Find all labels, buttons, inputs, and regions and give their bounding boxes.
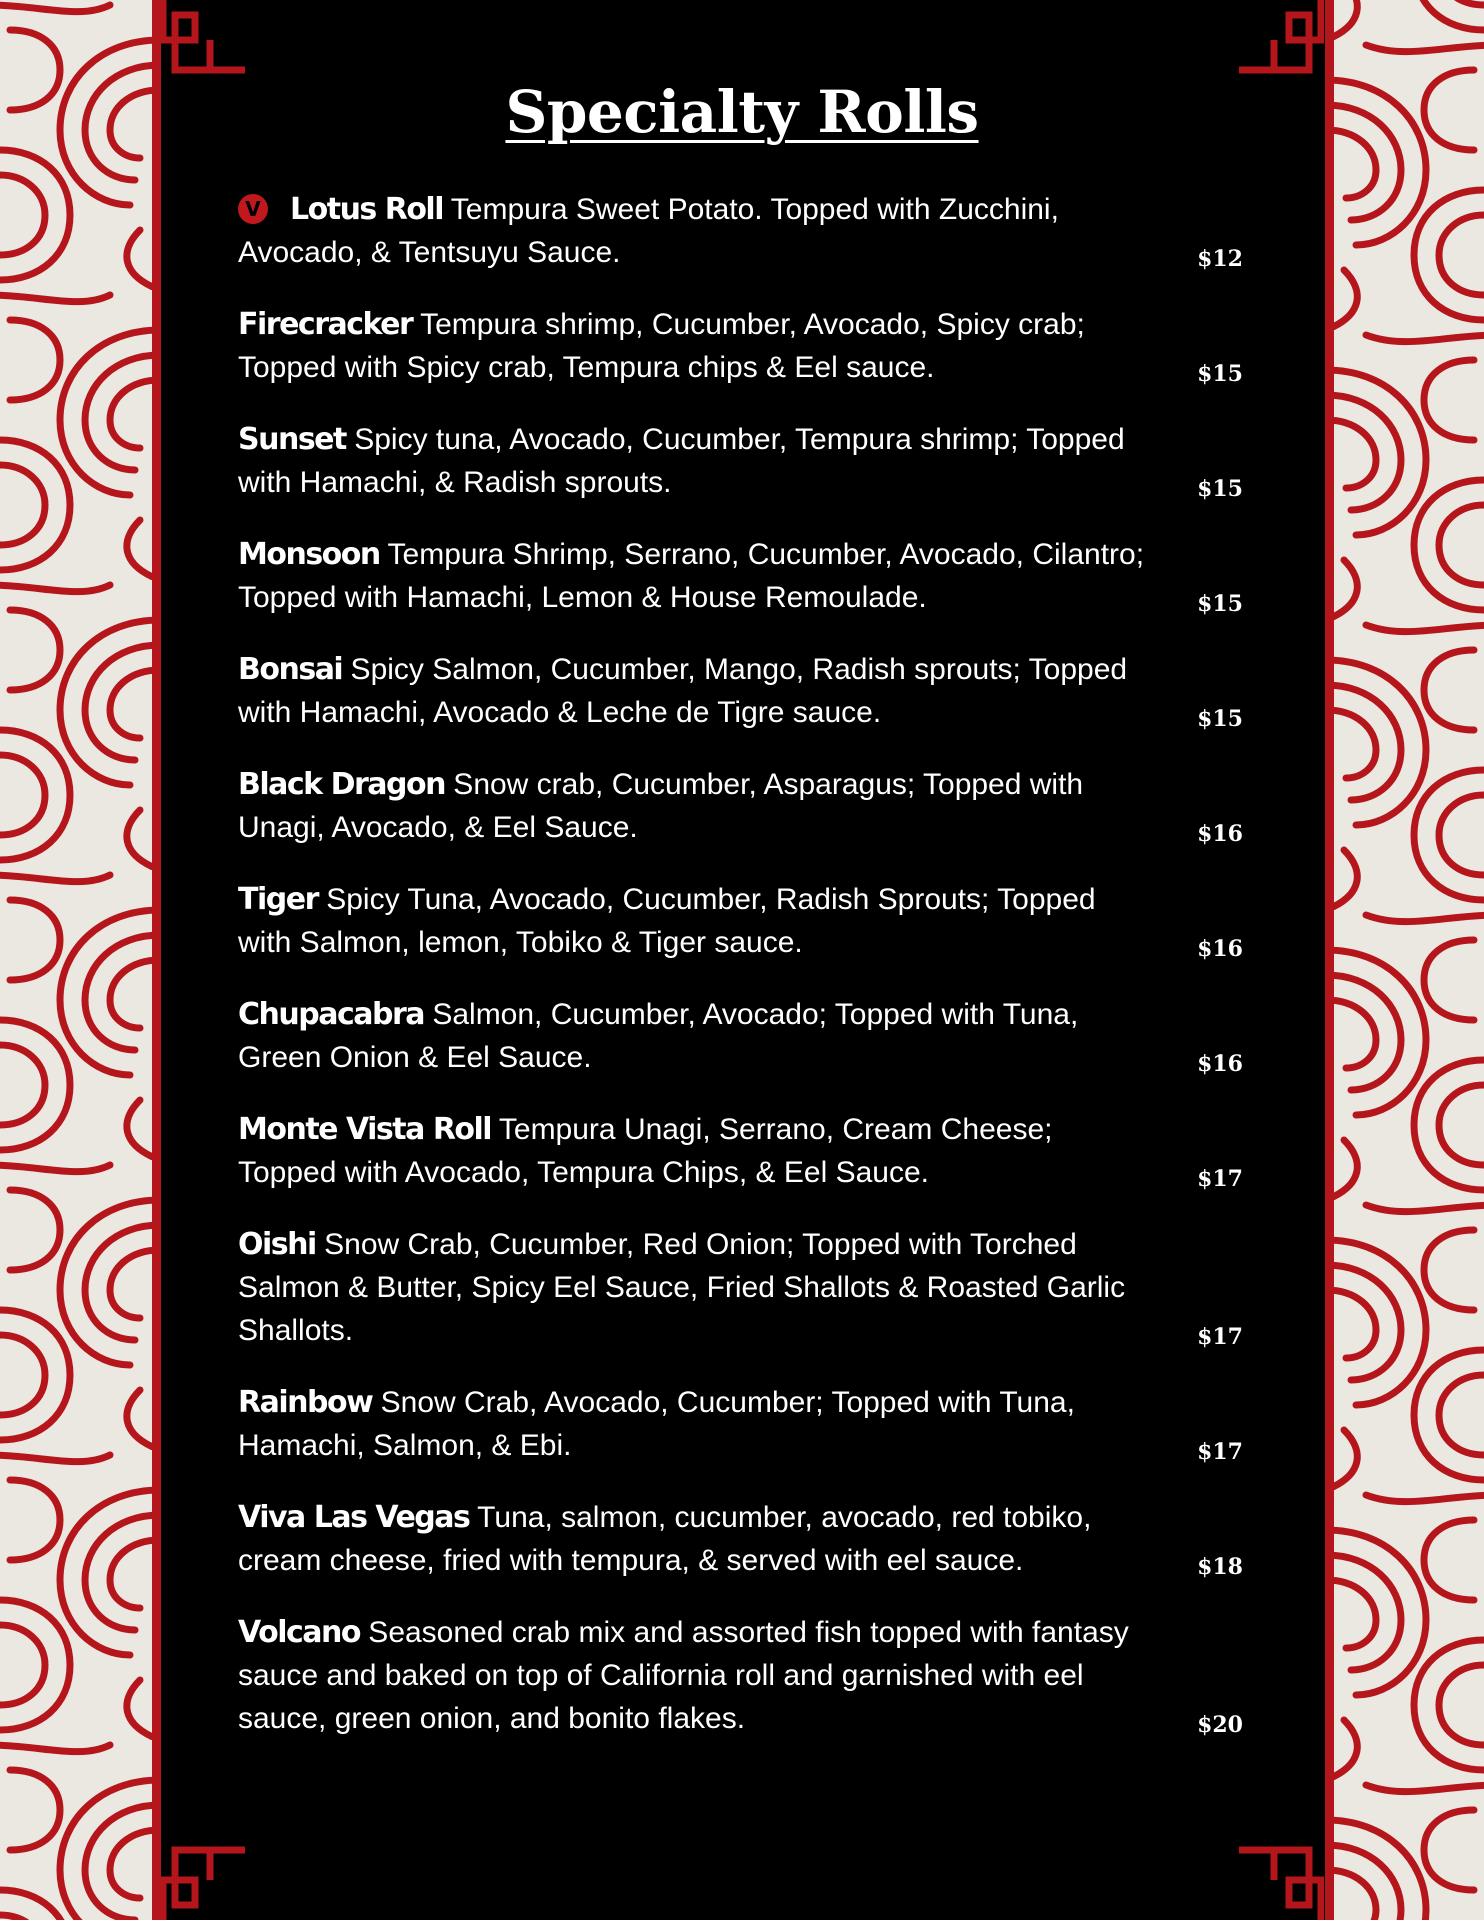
menu-item-description: Snow crab, Cucumber, Asparagus; Topped with Unagi, Avocado, & Eel Sauce. <box>238 768 1084 844</box>
menu-item-text <box>238 303 1148 389</box>
menu-item-name: Chupacabra <box>238 997 424 1032</box>
menu-item <box>238 303 1258 389</box>
menu-item-description: Seasoned crab mix and assorted fish topped with fantasy sauce and baked on top of California roll and garnished with eel sauce, green onion, and bonito flakes. <box>238 1616 1129 1735</box>
menu-item-description: Tempura Sweet Potato. Topped with Zucchini, Avocado, & Tentsuyu Sauce. <box>238 193 1059 269</box>
menu-item-text <box>238 763 1148 849</box>
menu-item <box>238 1108 1258 1194</box>
menu-item-price: $12 <box>1197 246 1243 272</box>
menu-item-name: Volcano <box>238 1615 360 1650</box>
corner-ormament-bottom-left <box>160 1830 250 1920</box>
menu-item-name: Firecracker <box>238 307 413 342</box>
menu-item-price: $17 <box>1197 1324 1243 1350</box>
menu-item-text <box>238 533 1148 619</box>
menu-item-text <box>238 878 1148 964</box>
menu-item-price: $17 <box>1197 1166 1243 1192</box>
menu-item-text <box>238 1611 1148 1740</box>
menu-item-price: $17 <box>1197 1439 1243 1465</box>
menu-item-text <box>238 1496 1148 1582</box>
menu-item-description: Tuna, salmon, cucumber, avocado, red tobiko, cream cheese, fried with tempura, & served with eel sauce. <box>238 1501 1092 1577</box>
menu-item-price: $20 <box>1197 1712 1243 1738</box>
menu-item-name: Viva Las Vegas <box>238 1500 470 1535</box>
menu-item-text <box>238 648 1148 734</box>
menu-item <box>238 648 1258 734</box>
menu-item-name: Black Dragon <box>238 767 445 802</box>
menu-item <box>238 993 1258 1079</box>
menu-item-price: $16 <box>1197 936 1243 962</box>
corner-ornament-top-right <box>1234 0 1324 90</box>
menu-item <box>238 763 1258 849</box>
corner-ornament-top-left <box>160 0 250 90</box>
menu-item <box>238 1381 1258 1467</box>
menu-item-description: Salmon, Cucumber, Avocado; Topped with Tuna, Green Onion & Eel Sauce. <box>238 998 1079 1074</box>
menu-item-description: Tempura Shrimp, Serrano, Cucumber, Avocado, Cilantro; Topped with Hamachi, Lemon & House Remoulade. <box>238 538 1145 614</box>
vegetarian-icon: V <box>238 194 268 224</box>
menu-item-description: Snow Crab, Avocado, Cucumber; Topped with Tuna, Hamachi, Salmon, & Ebi. <box>238 1386 1075 1462</box>
menu-item-description: Tempura shrimp, Cucumber, Avocado, Spicy crab; Topped with Spicy crab, Tempura chips & Eel sauce. <box>238 308 1085 384</box>
menu-item-name: Oishi <box>238 1227 316 1262</box>
corner-ornament-bottom-right <box>1234 1830 1324 1920</box>
menu-item <box>238 1611 1258 1740</box>
menu-item-price: $15 <box>1197 361 1243 387</box>
menu-item-price: $15 <box>1197 476 1243 502</box>
menu-item-name: Monte Vista Roll <box>238 1112 492 1147</box>
right-border-pattern <box>1326 0 1484 1920</box>
menu-item <box>238 418 1258 504</box>
wave-pattern-right <box>1326 0 1484 1920</box>
menu-item-name: Sunset <box>238 422 346 457</box>
menu-item-name: Monsoon <box>238 537 380 572</box>
menu-item-name: Lotus Roll <box>290 192 444 227</box>
menu-item-description: Tempura Unagi, Serrano, Cream Cheese; Topped with Avocado, Tempura Chips, & Eel Sauce. <box>238 1113 1053 1189</box>
page-title: Specialty Rolls <box>505 78 979 146</box>
menu-item-description: Spicy Tuna, Avocado, Cucumber, Radish Sprouts; Topped with Salmon, lemon, Tobiko & Tiger sauce. <box>238 883 1096 959</box>
menu-item-name: Tiger <box>238 882 318 917</box>
menu-item <box>238 188 1258 274</box>
menu-item-price: $16 <box>1197 1051 1243 1077</box>
menu-item-text <box>238 1381 1148 1467</box>
menu-item <box>238 878 1258 964</box>
menu-item-text <box>238 1223 1148 1352</box>
menu-item-description: Spicy Salmon, Cucumber, Mango, Radish sprouts; Topped with Hamachi, Avocado & Leche de Tigre sauce. <box>238 653 1128 729</box>
menu-item-text <box>238 418 1148 504</box>
menu-item-price: $15 <box>1197 591 1243 617</box>
menu-item-text <box>238 993 1148 1079</box>
menu-item-text <box>238 1108 1148 1194</box>
menu-item-price: $16 <box>1197 821 1243 847</box>
wave-pattern-left <box>0 0 160 1920</box>
menu-item-description: Spicy tuna, Avocado, Cucumber, Tempura shrimp; Topped with Hamachi, & Radish sprouts. <box>238 423 1125 499</box>
menu-item-description: Snow Crab, Cucumber, Red Onion; Topped with Torched Salmon & Butter, Spicy Eel Sauce, Fried Shallots & Roasted Garlic Shallots. <box>238 1228 1126 1347</box>
menu-item <box>238 1496 1258 1582</box>
menu-item-price: $18 <box>1197 1554 1243 1580</box>
menu-item-name: Rainbow <box>238 1385 373 1420</box>
menu-item <box>238 1223 1258 1352</box>
menu-item-name: Bonsai <box>238 652 343 687</box>
menu-list <box>238 188 1258 1769</box>
menu-item-text <box>238 188 1148 274</box>
left-border-pattern <box>0 0 160 1920</box>
menu-item-price: $15 <box>1197 706 1243 732</box>
menu-item <box>238 533 1258 619</box>
